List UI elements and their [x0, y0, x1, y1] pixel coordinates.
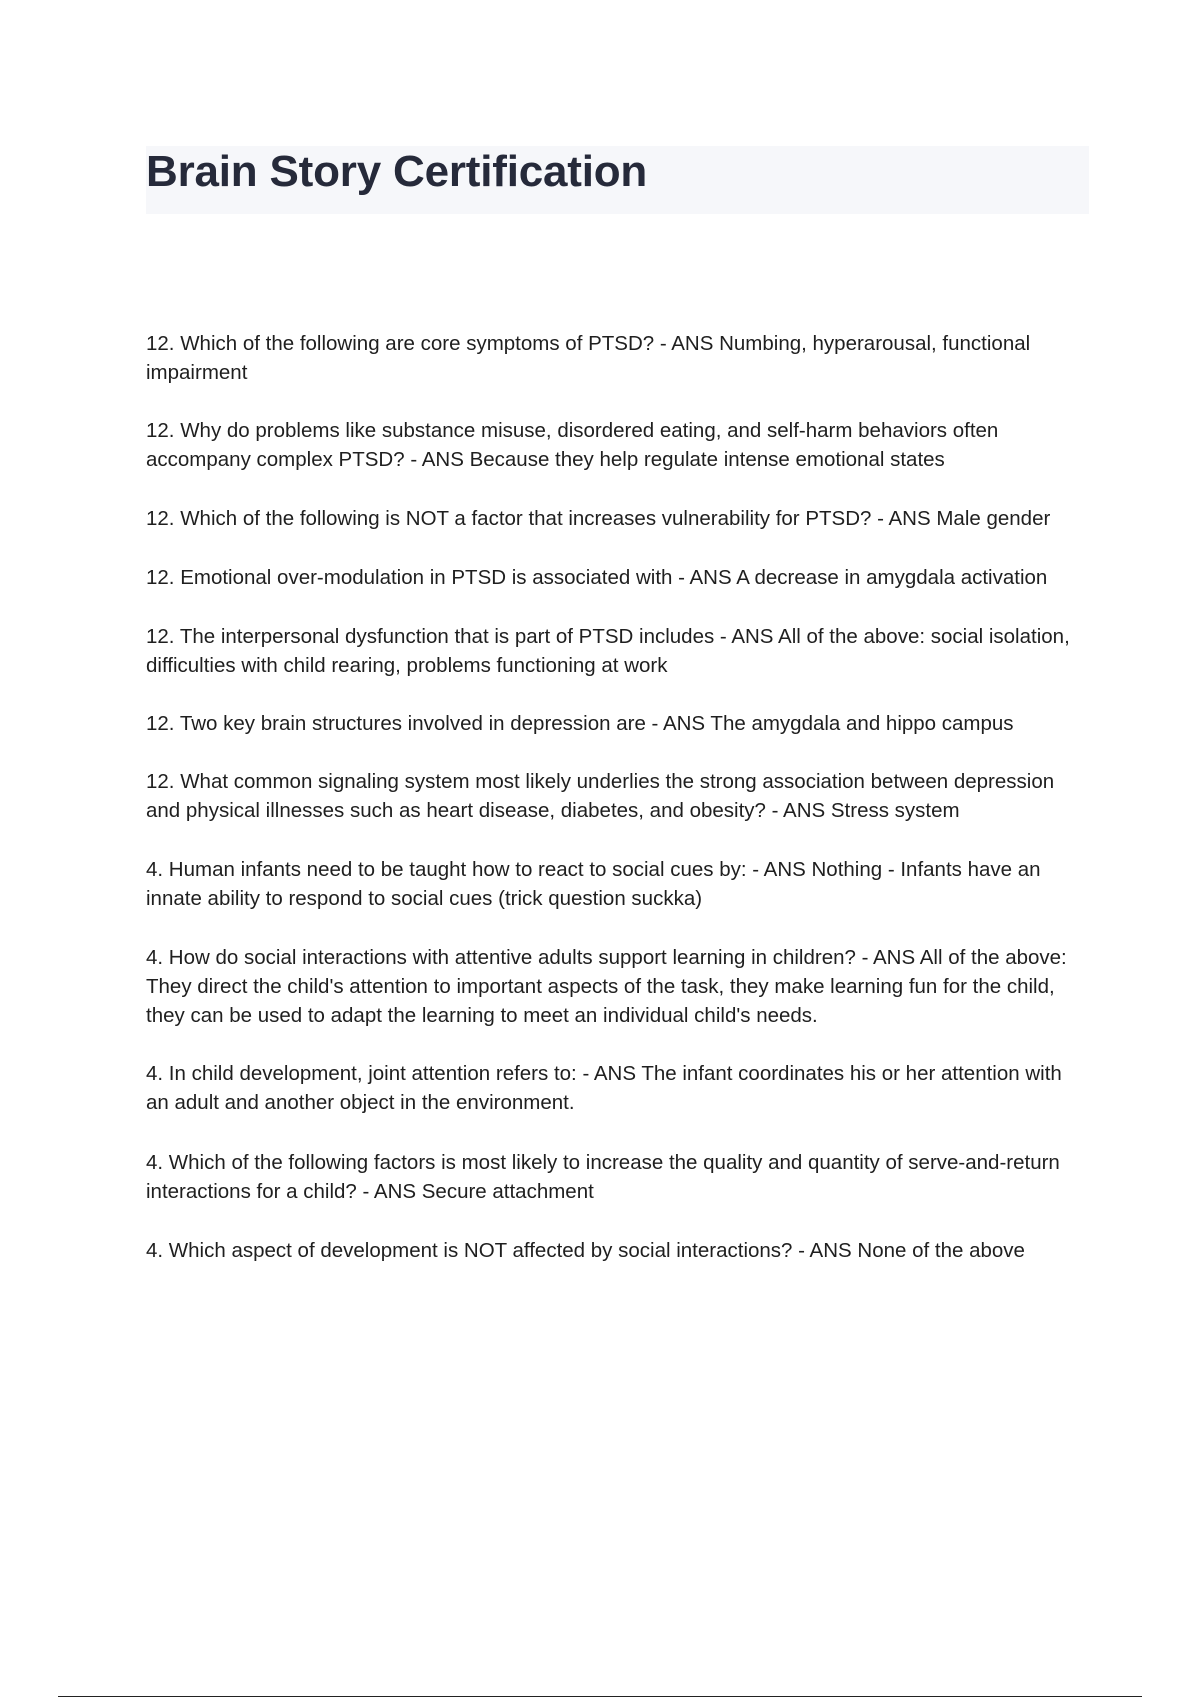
footer-divider [58, 1696, 1142, 1697]
qa-item: 12. What common signaling system most likely underlies the strong association between depression and physical illnesses such as heart disease, diabetes, and obesity? - ANS Stress system [146, 770, 1055, 822]
qa-item: 4. In child development, joint attention refers to: - ANS The infant coordinates his or her attention with an adult and another object in the environment. [146, 1062, 1062, 1114]
qa-item: 12. Why do problems like substance misuse, disordered eating, and self-harm behaviors often accompany complex PTSD? - ANS Because they help regulate intense emotional states [146, 419, 999, 471]
qa-item: 12. Which of the following is NOT a factor that increases vulnerability for PTSD? - ANS Male gender [146, 507, 1051, 530]
qa-item: 12. Emotional over-modulation in PTSD is associated with - ANS A decrease in amygdala activation [146, 566, 1048, 589]
qa-item: 12. Two key brain structures involved in depression are - ANS The amygdala and hippo campus [146, 712, 1014, 735]
qa-item: 4. How do social interactions with attentive adults support learning in children? - ANS All of the above: They direct the child's attention to important aspects of the task, they make learning fun for the child, they can be used to adapt the learning to meet an individual child's needs. [146, 946, 1067, 1027]
document-title: Brain Story Certification [146, 147, 648, 196]
qa-list [146, 329, 1086, 1265]
qa-item: 4. Which aspect of development is NOT affected by social interactions? - ANS None of the above [146, 1239, 1025, 1262]
qa-item: 4. Human infants need to be taught how to react to social cues by: - ANS Nothing - Infants have an innate ability to respond to social cues (trick question suckka) [146, 858, 1041, 910]
qa-item: 4. Which of the following factors is most likely to increase the quality and quantity of serve-and-return interactions for a child? - ANS Secure attachment [146, 1151, 1060, 1203]
title-band [146, 146, 1089, 214]
qa-item: 12. The interpersonal dysfunction that is part of PTSD includes - ANS All of the above: social isolation, difficulties with child rearing, problems functioning at work [146, 625, 1070, 677]
qa-item: 12. Which of the following are core symptoms of PTSD? - ANS Numbing, hyperarousal, functional impairment [146, 332, 1031, 384]
